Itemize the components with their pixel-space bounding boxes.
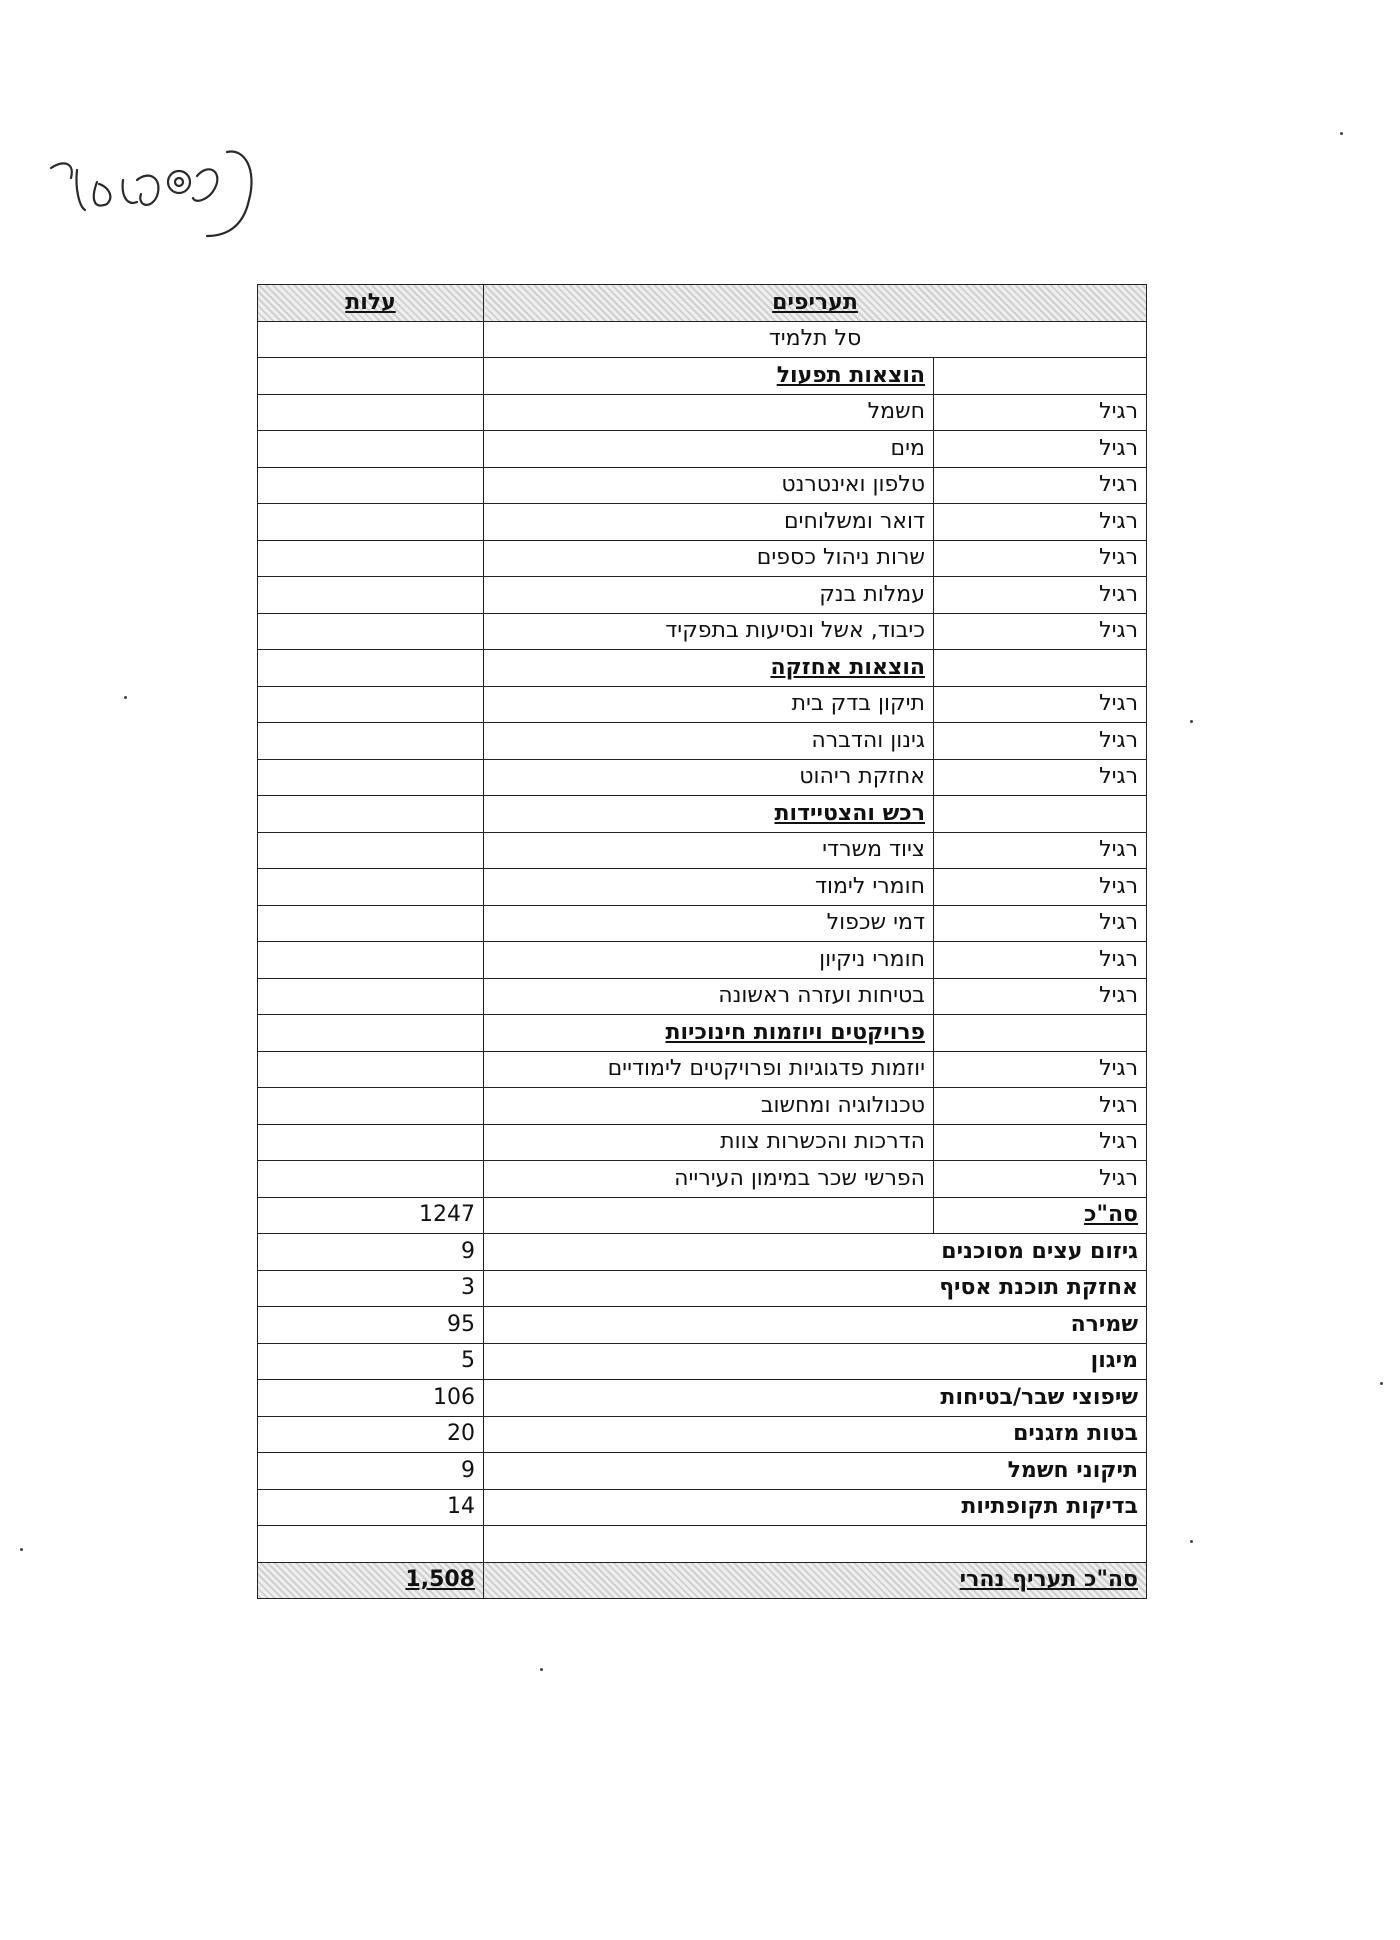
handwritten-note-drawing [45,140,275,250]
item-type: רגיל [934,1161,1147,1198]
cost-cell [258,1124,484,1161]
extra-row [258,1416,1147,1453]
scan-speck [1380,1382,1383,1385]
cost-cell [258,1161,484,1198]
item-row [258,759,1147,796]
extra-cost: 5 [258,1343,484,1380]
item-name: דואר ומשלוחים [484,504,934,541]
extra-label: בדיקות תקופתיות [484,1489,1147,1526]
cost-cell [258,431,484,468]
grand-total-cost: 1,508 [258,1562,484,1599]
item-type: רגיל [934,613,1147,650]
item-type: רגיל [934,1124,1147,1161]
item-row [258,905,1147,942]
item-row [258,1124,1147,1161]
item-name: הפרשי שכר במימון העירייה [484,1161,934,1198]
extra-label: שמירה [484,1307,1147,1344]
cost-cell [258,358,484,395]
header-row [258,285,1147,322]
cost-header: עלות [258,285,484,322]
item-row [258,467,1147,504]
scan-speck [1190,720,1193,723]
type-cell [934,796,1147,833]
item-type: רגיל [934,869,1147,906]
item-name: גינון והדברה [484,723,934,760]
cost-cell [258,540,484,577]
type-cell [934,358,1147,395]
item-row [258,869,1147,906]
cost-cell [258,796,484,833]
item-type: רגיל [934,978,1147,1015]
section-row [258,1015,1147,1052]
basket-title: סל תלמיד [484,321,1147,358]
item-type: רגיל [934,1051,1147,1088]
extra-label: גיזום עצים מסוכנים [484,1234,1147,1271]
item-type: רגיל [934,1088,1147,1125]
cost-cell [258,759,484,796]
item-type: רגיל [934,759,1147,796]
extra-cost: 3 [258,1270,484,1307]
cost-cell [258,321,484,358]
extra-label: מיגון [484,1343,1147,1380]
extra-cost: 95 [258,1307,484,1344]
item-name: כיבוד, אשל ונסיעות בתפקיד [484,613,934,650]
item-type: רגיל [934,467,1147,504]
extra-cost: 9 [258,1234,484,1271]
extra-row [258,1380,1147,1417]
item-type: רגיל [934,394,1147,431]
section-row [258,796,1147,833]
item-name: עמלות בנק [484,577,934,614]
grand-total-label: סה"כ תעריף נהרי [484,1562,1147,1599]
item-row [258,1161,1147,1198]
empty-cell [484,1526,1147,1563]
item-name: ציוד משרדי [484,832,934,869]
cost-cell [258,394,484,431]
item-name: אחזקת ריהוט [484,759,934,796]
item-name: חומרי לימוד [484,869,934,906]
section-title: הוצאות אחזקה [484,650,934,687]
subtotal-empty [484,1197,934,1234]
item-row [258,577,1147,614]
type-cell [934,1015,1147,1052]
extra-row [258,1270,1147,1307]
type-cell [934,650,1147,687]
item-row [258,942,1147,979]
item-type: רגיל [934,905,1147,942]
item-name: טכנולוגיה ומחשוב [484,1088,934,1125]
section-title: הוצאות תפעול [484,358,934,395]
item-row [258,1088,1147,1125]
cost-cell [258,1088,484,1125]
subtotal-row [258,1197,1147,1234]
extra-label: בטות מזגנים [484,1416,1147,1453]
tariff-table [257,284,1147,1599]
item-row [258,504,1147,541]
scan-speck [540,1668,543,1671]
cost-cell [258,942,484,979]
cost-cell [258,723,484,760]
cost-cell [258,978,484,1015]
handwritten-note [45,140,275,250]
item-name: דמי שכפול [484,905,934,942]
cost-cell [258,869,484,906]
item-row [258,978,1147,1015]
cost-cell [258,1526,484,1563]
item-row [258,394,1147,431]
extra-label: שיפוצי שבר/בטיחות [484,1380,1147,1417]
item-type: רגיל [934,942,1147,979]
cost-cell [258,832,484,869]
item-row [258,723,1147,760]
subtotal-label: סה"כ [934,1197,1147,1234]
item-row [258,832,1147,869]
grand-total-row [258,1562,1147,1599]
item-row [258,613,1147,650]
item-name: תיקון בדק בית [484,686,934,723]
item-type: רגיל [934,431,1147,468]
cost-cell [258,504,484,541]
item-name: חשמל [484,394,934,431]
extra-row [258,1343,1147,1380]
section-title: רכש והצטיידות [484,796,934,833]
item-name: מים [484,431,934,468]
cost-cell [258,905,484,942]
cost-cell [258,686,484,723]
item-row [258,431,1147,468]
item-row [258,686,1147,723]
item-name: טלפון ואינטרנט [484,467,934,504]
section-row [258,358,1147,395]
basket-title-row [258,321,1147,358]
item-type: רגיל [934,540,1147,577]
cost-cell [258,613,484,650]
extra-cost: 106 [258,1380,484,1417]
item-type: רגיל [934,504,1147,541]
spacer-row [258,1526,1147,1563]
cost-cell [258,467,484,504]
subtotal-cost: 1247 [258,1197,484,1234]
item-name: בטיחות ועזרה ראשונה [484,978,934,1015]
extra-label: תיקוני חשמל [484,1453,1147,1490]
extra-cost: 20 [258,1416,484,1453]
item-name: חומרי ניקיון [484,942,934,979]
cost-cell [258,1051,484,1088]
section-row [258,650,1147,687]
scan-speck [124,696,127,699]
extra-row [258,1234,1147,1271]
scan-speck [1340,132,1343,135]
item-name: שרות ניהול כספים [484,540,934,577]
extra-row [258,1307,1147,1344]
item-type: רגיל [934,577,1147,614]
cost-cell [258,1015,484,1052]
item-name: יוזמות פדגוגיות ופרויקטים לימודיים [484,1051,934,1088]
item-type: רגיל [934,686,1147,723]
extra-cost: 14 [258,1489,484,1526]
cost-cell [258,577,484,614]
item-row [258,1051,1147,1088]
extra-cost: 9 [258,1453,484,1490]
extra-label: אחזקת תוכנת אסיף [484,1270,1147,1307]
scan-speck [20,1548,23,1551]
extra-row [258,1489,1147,1526]
section-title: פרויקטים ויוזמות חינוכיות [484,1015,934,1052]
extra-row [258,1453,1147,1490]
item-row [258,540,1147,577]
definitions-header: תעריפים [484,285,1147,322]
scan-speck [1190,1540,1193,1543]
cost-cell [258,650,484,687]
item-type: רגיל [934,723,1147,760]
item-type: רגיל [934,832,1147,869]
item-name: הדרכות והכשרות צוות [484,1124,934,1161]
